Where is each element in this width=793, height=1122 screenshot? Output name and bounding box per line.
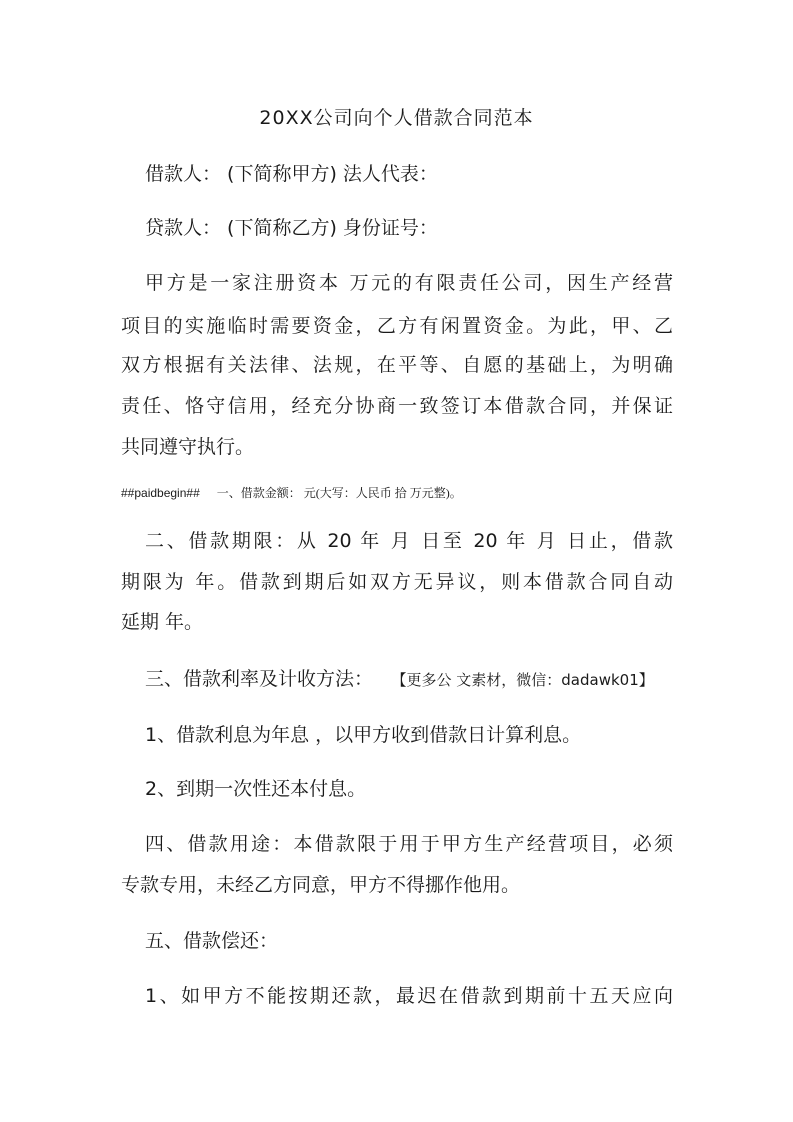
clause-2-line-1: 二、借款期限：从 20 年 月 日至 20 年 月 日止，借款	[145, 530, 673, 552]
lender-line: 贷款人： (下简称乙方) 身份证号：	[145, 217, 438, 239]
clause-1	[121, 484, 462, 501]
intro-line-5: 共同遵守执行。	[121, 436, 255, 458]
intro-line-1: 甲方是一家注册资本 万元的有限责任公司，因生产经营	[145, 272, 673, 294]
clause-3-item-2: 2、到期一次性还本付息。	[145, 778, 367, 800]
paid-tag: ##paidbegin##	[121, 486, 200, 500]
clause-3-item-1: 1、借款利息为年息 ，以甲方收到借款日计算利息。	[145, 724, 582, 746]
clause-5-item-1: 1、如甲方不能按期还款，最迟在借款到期前十五天应向	[145, 985, 673, 1007]
clause-4-line-1: 四、借款用途：本借款限于用于甲方生产经营项目，必须	[145, 833, 673, 855]
promo-note: 【更多公 文素材，微信：dadawk01】	[399, 671, 654, 689]
clause-5-heading: 五、借款偿还：	[145, 930, 279, 952]
intro-line-4: 责任、恪守信用，经充分协商一致签订本借款合同，并保证	[121, 395, 673, 417]
clause-1-text: 一、借款金额： 元(大写：人民币 拾 万元整)。	[216, 486, 462, 500]
clause-3-heading: 三、借款利率及计收方法：	[145, 668, 374, 690]
intro-line-2: 项目的实施临时需要资金，乙方有闲置资金。为此，甲、乙	[121, 315, 673, 337]
borrower-line: 借款人： (下简称甲方) 法人代表：	[145, 163, 438, 185]
intro-line-3: 双方根据有关法律、法规，在平等、自愿的基础上，为明确	[121, 354, 673, 376]
document-title: 20XX公司向个人借款合同范本	[259, 107, 534, 129]
clause-2-line-3: 延期 年。	[121, 611, 204, 633]
clause-2-line-2: 期限为 年。借款到期后如双方无异议，则本借款合同自动	[121, 571, 673, 593]
clause-4-line-2: 专款专用，未经乙方同意，甲方不得挪作他用。	[121, 874, 521, 896]
clause-3-heading-line	[145, 660, 697, 699]
